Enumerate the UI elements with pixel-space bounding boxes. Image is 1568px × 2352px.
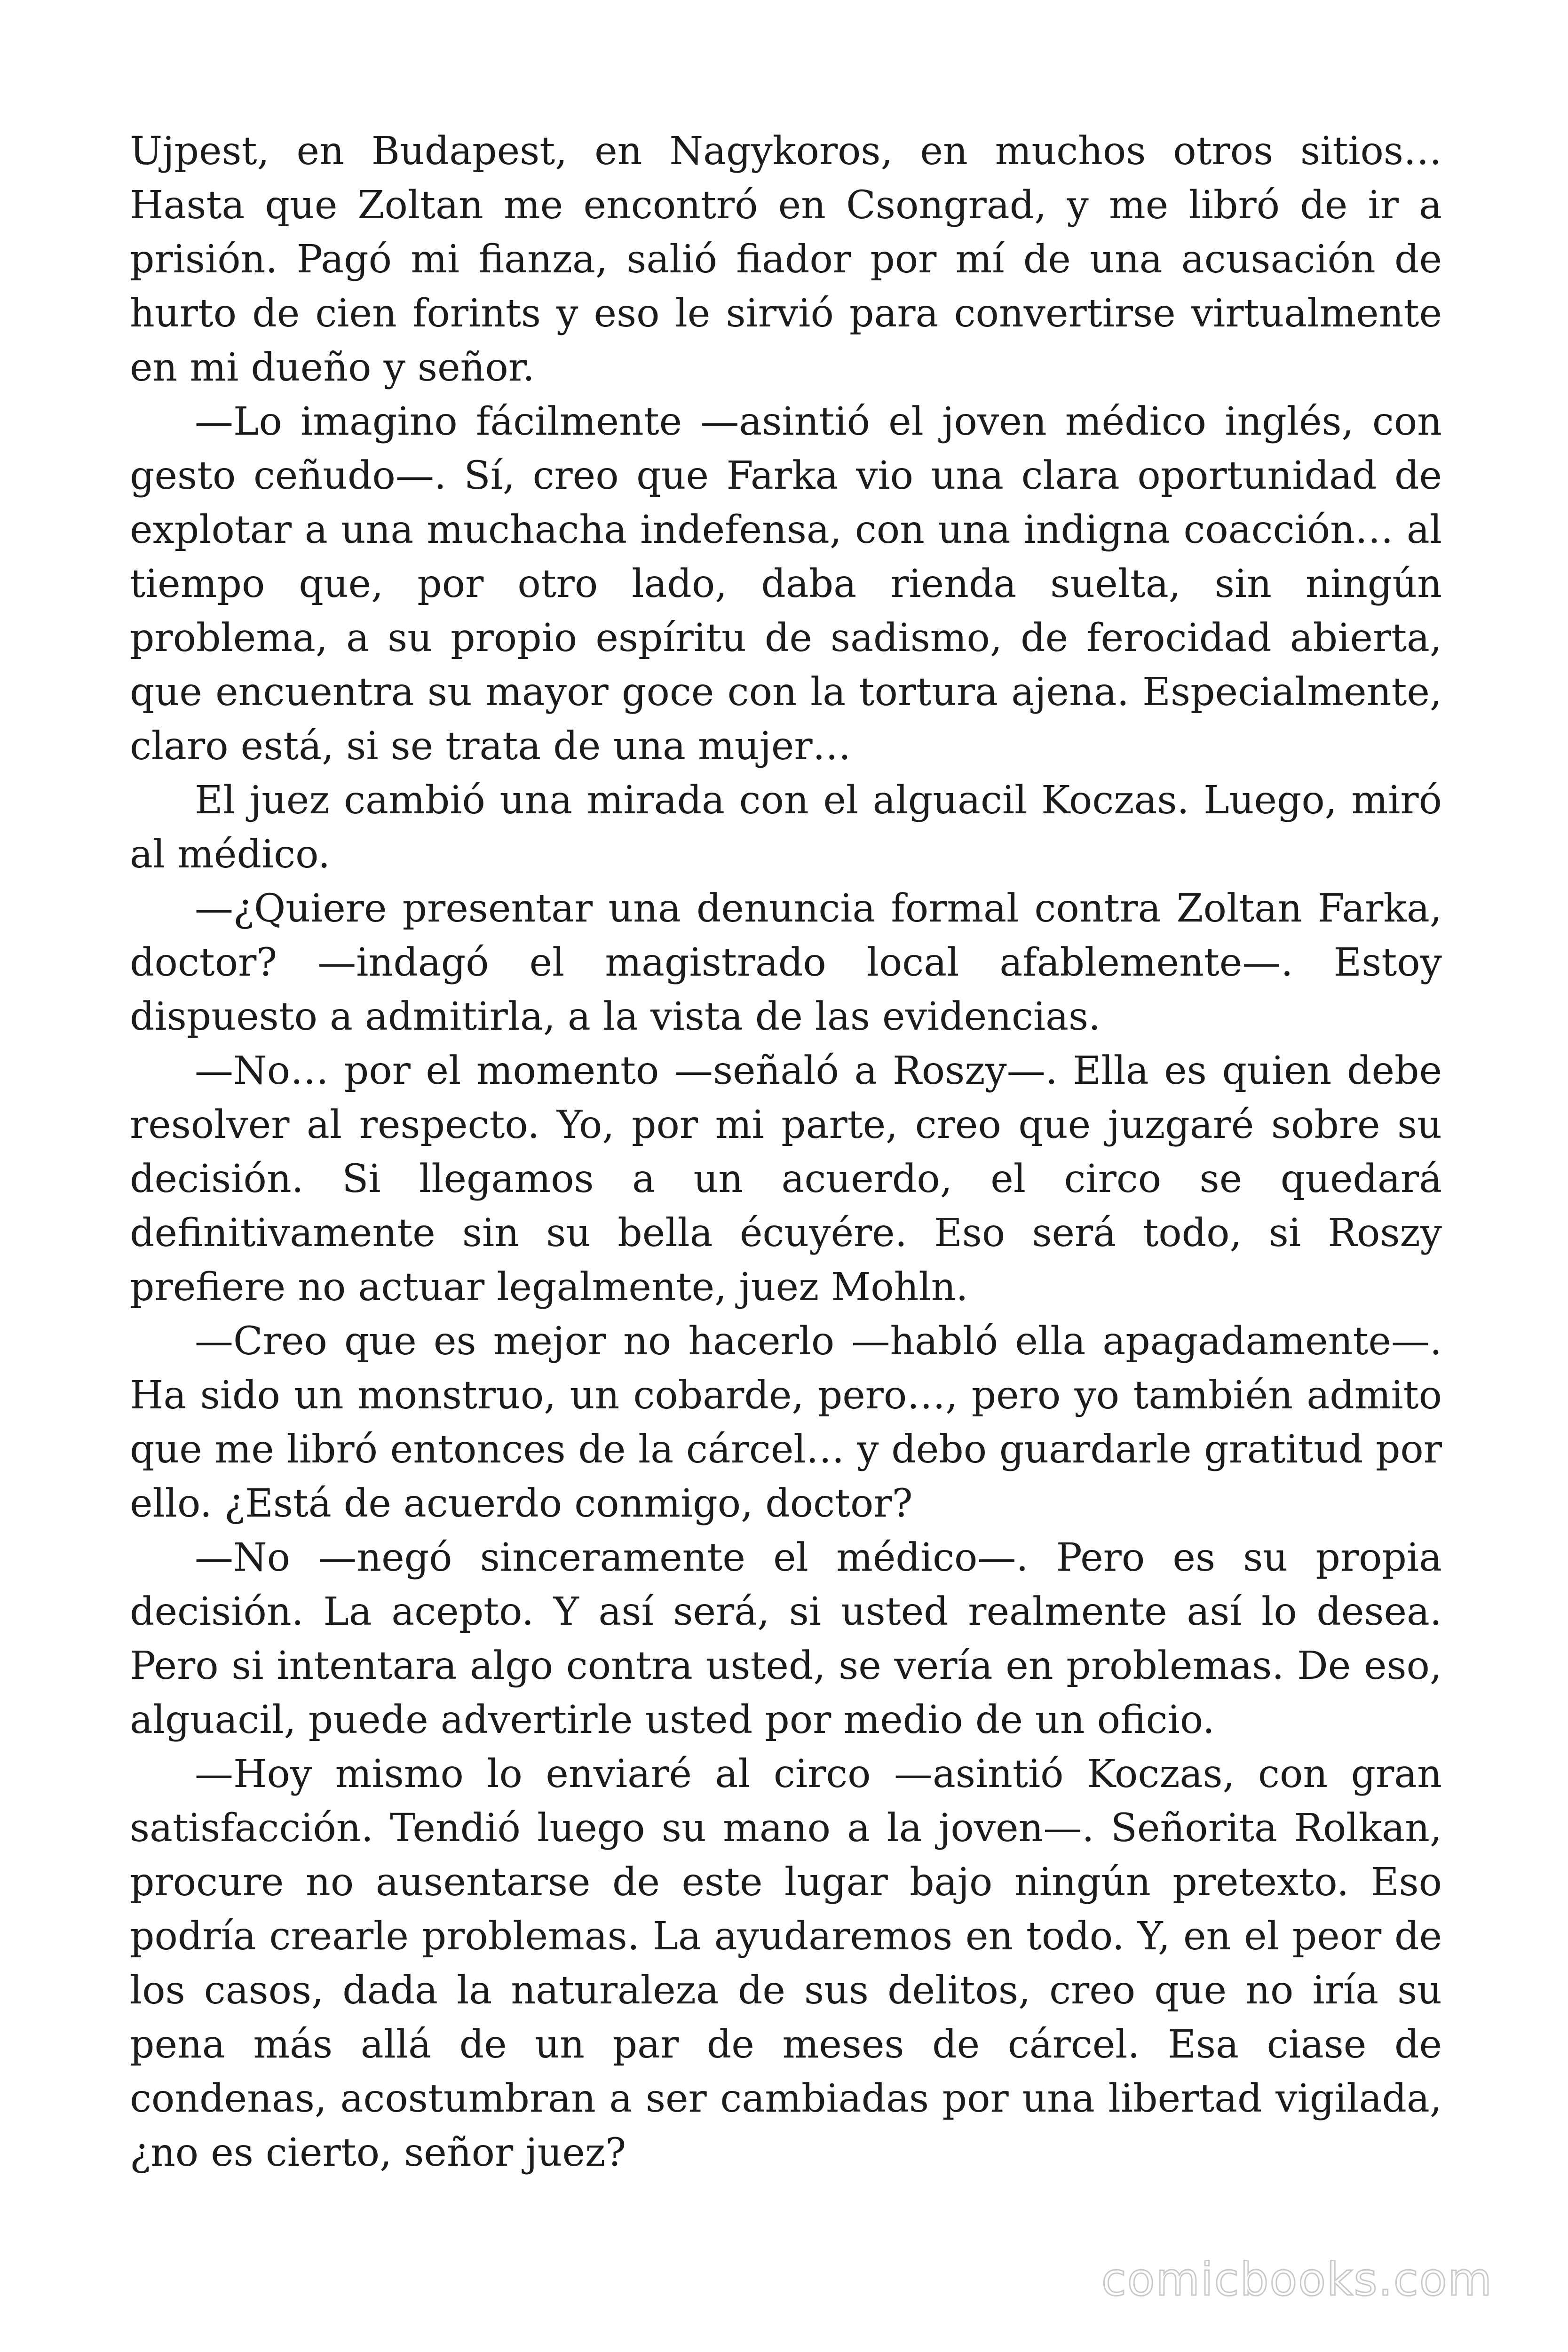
paragraph-dialogue: —No… por el momento —señaló a Roszy—. Ella es quien debe resolver al respecto. Yo, por mi parte, creo que juzgaré sobre su decisión. Si llegamos a un acuerdo, el circo se quedará definitivamente sin su bella écuyére. Eso será todo, si Roszy prefiere no actuar legalmente, juez Mohln. — [130, 1049, 1442, 1310]
book-page-text — [130, 124, 1442, 2180]
paragraph-dialogue: —No —negó sinceramente el médico—. Pero es su propia decisión. La acepto. Y así será, si usted realmente así lo desea. Pero si intentara algo contra usted, se vería en problemas. De eso, alguacil, puede advertirle usted por medio de un oficio. — [130, 1535, 1442, 1742]
watermark-logo: comicbooks.com — [1101, 2253, 1493, 2306]
paragraph-dialogue: —Hoy mismo lo enviaré al circo —asintió Koczas, con gran satisfacción. Tendió luego su mano a la joven—. Señorita Rolkan, procure no ausentarse de este lugar bajo ningún pretexto. Eso podría crearle problemas. La ayudaremos en todo. Y, en el peor de los casos, dada la naturaleza de sus delitos, creo que no iría su pena más allá de un par de meses de cárcel. Esa ciase de condenas, acostumbran a ser cambiadas por una libertad vigilada, ¿no es cierto, señor juez? — [130, 1752, 1442, 2175]
paragraph-dialogue: —Creo que es mejor no hacerlo —habló ella apagadamente—. Ha sido un monstruo, un cobarde, pero…, pero yo también admito que me libró entonces de la cárcel… y debo guardarle gratitud por ello. ¿Está de acuerdo conmigo, doctor? — [130, 1319, 1442, 1526]
paragraph-dialogue: —¿Quiere presentar una denuncia formal contra Zoltan Farka, doctor? —indagó el magistrado local afablemente—. Estoy dispuesto a admitirla, a la vista de las evidencias. — [130, 886, 1442, 1039]
paragraph-continued: Ujpest, en Budapest, en Nagykoros, en muchos otros sitios… Hasta que Zoltan me encontró en Csongrad, y me libró de ir a prisión. Pagó mi fianza, salió fiador por mí de una acusación de hurto de cien forints y eso le sirvió para convertirse virtualmente en mi dueño y señor. — [130, 129, 1442, 390]
paragraph-dialogue: —Lo imagino fácilmente —asintió el joven médico inglés, con gesto ceñudo—. Sí, creo que Farka vio una clara oportunidad de explotar a una muchacha indefensa, con una indigna coacción… al tiempo que, por otro lado, daba rienda suelta, sin ningún problema, a su propio espíritu de sadismo, de ferocidad abierta, que encuentra su mayor goce con la tortura ajena. Especialmente, claro está, si se trata de una mujer… — [130, 399, 1442, 769]
paragraph-narration: El juez cambió una mirada con el alguacil Koczas. Luego, miró al médico. — [130, 778, 1442, 877]
